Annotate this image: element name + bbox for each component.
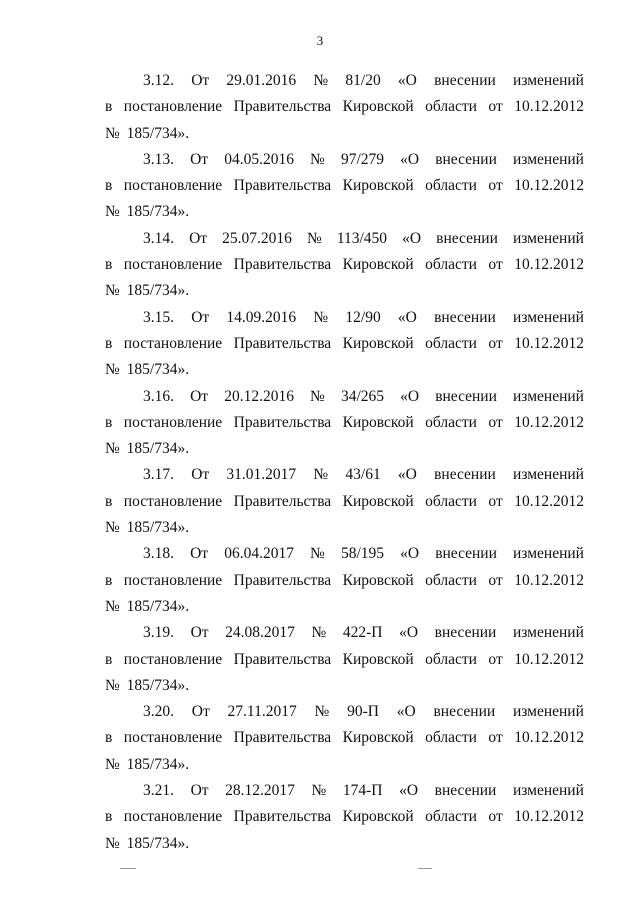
- item-word: 20.12.2016: [224, 387, 294, 405]
- item-word: 10.12.2012: [514, 177, 584, 195]
- item-word: 90-П: [347, 703, 379, 721]
- item-word: «О: [399, 782, 419, 800]
- item-word: «О: [400, 545, 420, 563]
- list-item: [105, 462, 584, 541]
- item-word: От: [191, 308, 210, 326]
- item-word: внесении: [434, 466, 496, 484]
- item-number: 3.13.: [143, 150, 174, 168]
- item-last-line: № 185/734».: [105, 676, 190, 694]
- item-word: 10.12.2012: [514, 98, 584, 116]
- item-word: 10.12.2012: [514, 413, 584, 431]
- item-word: от: [488, 334, 503, 352]
- item-second-line: [105, 804, 584, 830]
- item-word: «О: [397, 308, 417, 326]
- item-word: 28.12.2017: [225, 782, 295, 800]
- item-word: «О: [400, 150, 420, 168]
- page-number: 3: [316, 33, 324, 48]
- item-word: от: [488, 650, 503, 668]
- item-word: Кировской: [342, 413, 414, 431]
- item-word: 04.05.2016: [224, 150, 294, 168]
- item-number: 3.14.: [143, 229, 174, 247]
- item-word: внесении: [434, 308, 496, 326]
- item-word: изменений: [512, 624, 584, 642]
- item-word: от: [488, 413, 503, 431]
- item-word: изменений: [513, 387, 584, 405]
- list-item: [105, 305, 584, 384]
- item-word: области: [425, 571, 477, 589]
- item-word: Правительства: [233, 492, 332, 510]
- item-word: области: [425, 729, 477, 747]
- item-word: №: [311, 782, 327, 800]
- item-word: Кировской: [342, 334, 414, 352]
- item-word: 81/20: [345, 72, 381, 89]
- item-word: постановление: [123, 650, 223, 668]
- item-number: 3.17.: [143, 466, 174, 484]
- item-word: в: [105, 413, 113, 431]
- item-word: «О: [397, 466, 417, 484]
- item-word: области: [425, 177, 477, 195]
- item-second-line: [105, 489, 584, 515]
- item-word: области: [425, 808, 477, 826]
- item-word: Правительства: [233, 808, 332, 826]
- item-last-line: № 185/734».: [105, 519, 190, 537]
- item-word: Кировской: [342, 98, 414, 116]
- item-word: изменений: [513, 545, 584, 563]
- item-word: постановление: [123, 492, 223, 510]
- item-word: области: [425, 256, 477, 274]
- item-word: области: [425, 334, 477, 352]
- item-second-line: [105, 94, 584, 120]
- item-word: №: [306, 229, 322, 247]
- item-number: 3.19.: [143, 624, 174, 642]
- item-second-line: [105, 647, 584, 673]
- item-word: области: [425, 413, 477, 431]
- item-word: Кировской: [342, 256, 414, 274]
- item-second-line: [105, 331, 584, 357]
- item-word: Правительства: [233, 650, 332, 668]
- item-word: Правительства: [233, 413, 332, 431]
- item-word: №: [313, 466, 329, 484]
- item-word: Кировской: [342, 177, 414, 195]
- item-word: «О: [400, 387, 420, 405]
- item-word: №: [313, 308, 329, 326]
- item-word: 10.12.2012: [514, 492, 584, 510]
- item-word: внесении: [434, 72, 496, 89]
- item-first-line: [105, 778, 584, 804]
- item-word: Правительства: [233, 729, 332, 747]
- item-word: №: [310, 150, 325, 168]
- scan-artifact-line: [120, 868, 136, 869]
- item-word: От: [190, 387, 209, 405]
- item-last-line: № 185/734».: [105, 282, 190, 300]
- item-word: 10.12.2012: [514, 650, 584, 668]
- item-word: в: [105, 256, 113, 274]
- item-last-line: № 185/734».: [105, 124, 190, 142]
- item-word: в: [105, 808, 113, 826]
- item-word: От: [189, 229, 208, 247]
- item-word: 14.09.2016: [226, 308, 297, 326]
- item-word: Правительства: [233, 256, 332, 274]
- item-word: №: [311, 624, 327, 642]
- item-word: 58/195: [340, 545, 385, 563]
- item-last-line: № 185/734».: [105, 440, 190, 458]
- item-word: 12/90: [345, 308, 381, 326]
- item-word: 422-П: [342, 624, 383, 642]
- item-word: 113/450: [336, 229, 388, 247]
- item-word: в: [105, 492, 113, 510]
- item-word: Кировской: [342, 729, 414, 747]
- item-word: изменений: [512, 782, 584, 800]
- item-word: области: [425, 98, 477, 116]
- item-number: 3.20.: [143, 703, 174, 721]
- item-last-line: № 185/734».: [105, 361, 190, 379]
- document-body: [105, 68, 584, 857]
- item-word: №: [314, 703, 330, 721]
- item-word: 10.12.2012: [514, 808, 584, 826]
- item-first-line: [105, 226, 584, 252]
- item-number: 3.18.: [143, 545, 174, 563]
- list-item: [105, 147, 584, 226]
- item-last-line: № 185/734».: [105, 203, 190, 221]
- item-word: в: [105, 177, 113, 195]
- item-word: Правительства: [233, 334, 332, 352]
- item-word: №: [310, 545, 325, 563]
- item-word: Кировской: [342, 808, 414, 826]
- item-first-line: [105, 541, 584, 567]
- item-word: 24.08.2017: [225, 624, 295, 642]
- item-last-line: № 185/734».: [105, 597, 190, 615]
- item-word: 27.11.2017: [227, 703, 297, 721]
- item-word: области: [425, 492, 477, 510]
- item-word: изменений: [513, 150, 584, 168]
- list-item: [105, 699, 584, 778]
- item-word: постановление: [123, 334, 223, 352]
- item-word: от: [488, 571, 503, 589]
- item-word: 10.12.2012: [514, 256, 584, 274]
- item-word: Правительства: [233, 98, 332, 116]
- item-word: от: [488, 808, 503, 826]
- item-word: 10.12.2012: [514, 729, 584, 747]
- item-word: изменений: [513, 466, 584, 484]
- item-word: от: [488, 729, 503, 747]
- item-word: постановление: [123, 729, 223, 747]
- item-word: От: [191, 466, 210, 484]
- item-word: постановление: [123, 177, 223, 195]
- item-last-line: № 185/734».: [105, 834, 190, 852]
- item-first-line: [105, 699, 584, 725]
- item-word: «О: [397, 72, 417, 89]
- item-word: внесении: [435, 150, 497, 168]
- item-word: №: [310, 387, 325, 405]
- list-item: [105, 384, 584, 463]
- item-second-line: [105, 725, 584, 751]
- item-second-line: [105, 410, 584, 436]
- item-number: 3.21.: [143, 782, 174, 800]
- item-word: внесении: [435, 387, 497, 405]
- list-item: [105, 68, 584, 147]
- item-first-line: [105, 620, 584, 646]
- item-word: внесении: [436, 229, 498, 247]
- item-word: 10.12.2012: [514, 334, 584, 352]
- item-second-line: [105, 568, 584, 594]
- item-word: в: [105, 729, 113, 747]
- item-word: От: [191, 72, 210, 89]
- item-word: области: [425, 650, 477, 668]
- item-word: внесении: [434, 624, 497, 642]
- item-word: 43/61: [345, 466, 381, 484]
- item-word: 06.04.2017: [224, 545, 294, 563]
- item-word: изменений: [512, 703, 584, 721]
- item-word: №: [313, 72, 329, 89]
- item-first-line: [105, 68, 584, 94]
- item-first-line: [105, 384, 584, 410]
- item-word: От: [190, 624, 209, 642]
- item-word: От: [190, 782, 209, 800]
- item-number: 3.15.: [143, 308, 174, 326]
- item-word: внесении: [435, 545, 497, 563]
- list-item: [105, 541, 584, 620]
- item-word: изменений: [513, 308, 584, 326]
- item-word: 174-П: [342, 782, 383, 800]
- scan-artifact-line: [418, 868, 432, 869]
- item-word: постановление: [123, 808, 223, 826]
- item-word: в: [105, 334, 113, 352]
- item-word: Кировской: [342, 492, 414, 510]
- item-word: «О: [396, 703, 416, 721]
- item-word: изменений: [513, 72, 584, 89]
- item-first-line: [105, 305, 584, 331]
- item-word: Кировской: [342, 650, 414, 668]
- item-word: в: [105, 650, 113, 668]
- item-word: от: [488, 98, 503, 116]
- item-first-line: [105, 462, 584, 488]
- item-word: постановление: [123, 413, 223, 431]
- item-word: Кировской: [342, 571, 414, 589]
- item-word: постановление: [123, 256, 223, 274]
- item-word: внесении: [433, 703, 496, 721]
- item-word: 97/279: [340, 150, 385, 168]
- item-word: от: [488, 492, 503, 510]
- item-second-line: [105, 173, 584, 199]
- item-word: От: [190, 545, 209, 563]
- list-item: [105, 778, 584, 857]
- item-word: 29.01.2016: [226, 72, 297, 89]
- item-word: постановление: [123, 98, 223, 116]
- item-number: 3.12.: [143, 72, 174, 89]
- item-word: Правительства: [233, 571, 332, 589]
- item-word: в: [105, 571, 113, 589]
- item-word: 34/265: [340, 387, 385, 405]
- item-word: От: [190, 150, 209, 168]
- item-word: 31.01.2017: [226, 466, 297, 484]
- item-second-line: [105, 252, 584, 278]
- item-word: внесении: [434, 782, 497, 800]
- item-word: «О: [399, 624, 419, 642]
- list-item: [105, 620, 584, 699]
- item-word: от: [488, 256, 503, 274]
- list-item: [105, 226, 584, 305]
- item-word: «О: [402, 229, 422, 247]
- item-word: постановление: [123, 571, 223, 589]
- item-last-line: № 185/734».: [105, 755, 190, 773]
- item-number: 3.16.: [143, 387, 174, 405]
- item-first-line: [105, 147, 584, 173]
- item-word: Правительства: [233, 177, 332, 195]
- item-word: изменений: [512, 229, 584, 247]
- item-word: от: [488, 177, 503, 195]
- item-word: От: [191, 703, 210, 721]
- item-word: 10.12.2012: [514, 571, 584, 589]
- item-word: в: [105, 98, 113, 116]
- item-word: 25.07.2016: [222, 229, 292, 247]
